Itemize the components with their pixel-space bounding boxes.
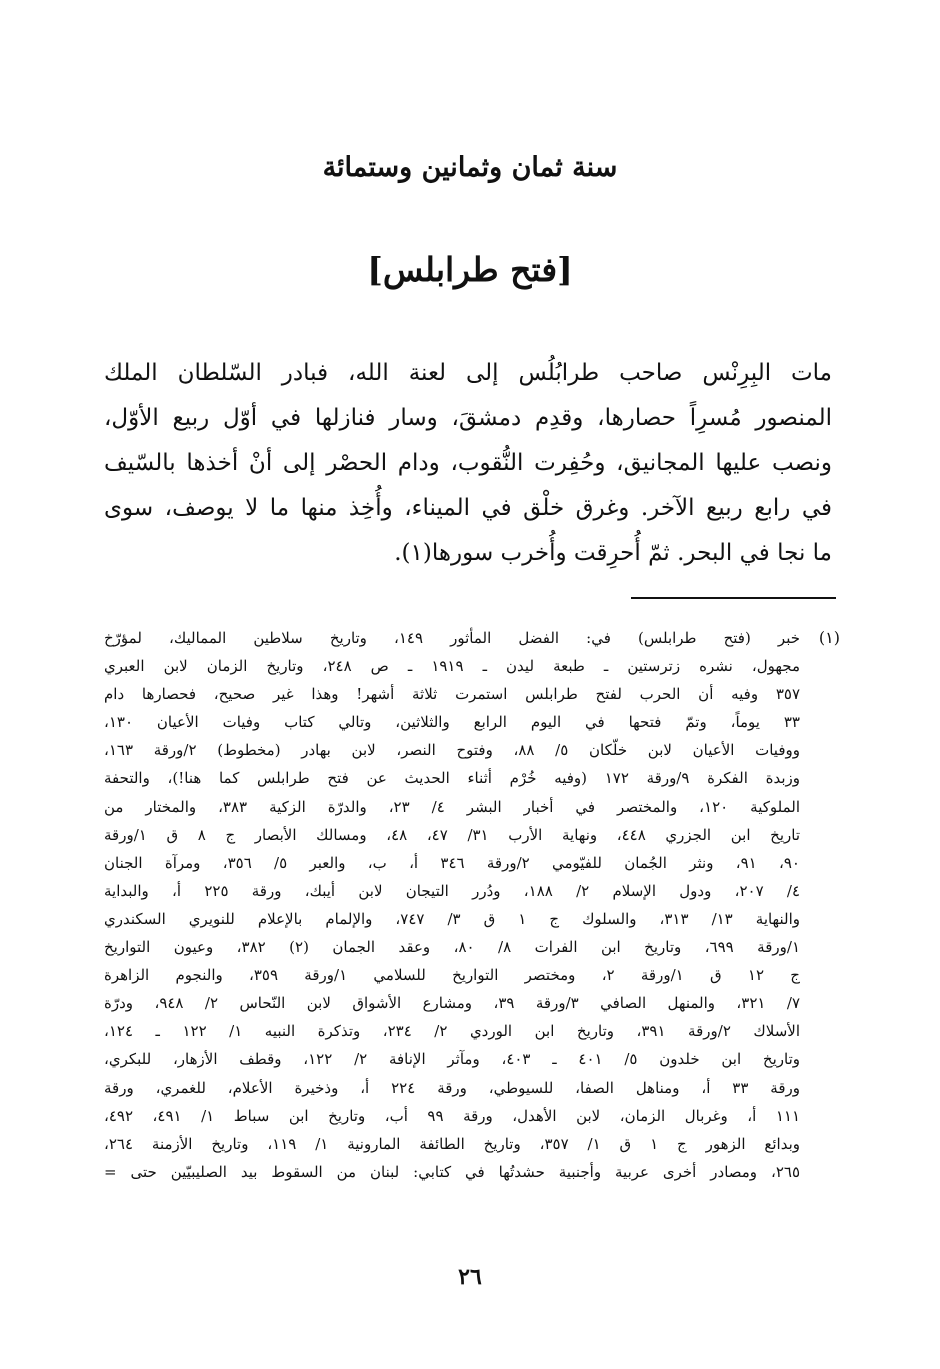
paragraph-line: المنصور مُسرِاً حصارها، وقدِم دمشقَ، وسار فنازلها في أوّل ربيع الأوّل، <box>104 405 832 431</box>
footnote-line: ج ١٢ ق ١/ورقة ٢، ومختصر التواريخ للسلامي ١/ورقة ٣٥٩، والنجوم الزاهرة <box>104 966 800 985</box>
footnote-line: وتاريخ ابن خلدون ٥/ ٤٠١ ـ ٤٠٣، ومآثر الإنافة ٢/ ١٢٢، وقطف الأزهار، للبكري، <box>104 1050 801 1069</box>
footnote-line: ٤/ ٢٠٧، ودول الإسلام ٢/ ١٨٨، ودُرر التيجان لابن أيبك، ورقة ٢٢٥ أ، والبداية <box>104 881 801 900</box>
footnote-line: ٩٠، ٩١، ونثر الجُمان للفيّومي ٢/ورقة ٣٤٦ أ، ب، والعبر ٥/ ٣٥٦، ومرآة الجنان <box>104 853 800 872</box>
footnote-marker: (١) <box>818 628 840 647</box>
footnote-line: ٣٣ يوماً، وتمّ فتحها في اليوم الرابع والثلاثين، وتالي كتاب وفيات الأعيان ١٣٠، <box>104 713 800 732</box>
footnote-line: ٢٦٥، ومصادر أخرى عربية وأجنبية حشدتُها في كتابي: لبنان من السقوط بيد الصليبيّين حتى = <box>104 1162 800 1181</box>
footnote-line: ١١١ أ، وغربال الزمان، لابن الأهدل، ورقة ٩٩ أب، وتاريخ ابن سباط ١/ ٤٩١، ٤٩٢، <box>104 1106 801 1125</box>
paragraph-line: ما نجا في البحر. ثمّ أُحرِقت وأُخرب سورها(١). <box>394 540 832 566</box>
paragraph-line: في رابع ربيع الآخر. وغرق خلْق في الميناء، وأُخِذ منها ما لا يوصف، سوى <box>104 495 832 521</box>
footnote-line: ووفيات الأعيان لابن خلّكان ٥/ ٨٨، وفتوح النصر، لابن بهادر (مخطوط) ٢/ورقة ١٦٣، <box>104 741 800 760</box>
footnote-line: وزبدة الفكرة ٩/ورقة ١٧٢ (وفيه خُرْم أثناء الحديث عن فتح طرابلس كما هنا!)، والتحفة <box>104 769 800 788</box>
page-number: ٢٦ <box>458 1264 482 1290</box>
footnote-line: والنهاية ١٣/ ٣١٣، والسلوك ج ١ ق ٣/ ٧٤٧، والإلمام بالإعلام للنويري السكندري <box>104 909 800 928</box>
section-title: [فتح طرابلس] <box>367 250 573 289</box>
footnote-separator-rule <box>631 597 836 599</box>
footnote-line: تاريخ ابن الجزري ٤٤٨، ونهاية الأرب ٣١/ ٤٧، ٤٨، ومسالك الأبصار ج ٨ ق ١/ورقة <box>104 825 800 844</box>
footnote-line: خبر (فتح طرابلس) في: الفضل المأثور ١٤٩، وتاريخ سلاطين المماليك، لمؤرّخ <box>104 629 800 647</box>
chapter-title: سنة ثمان وثمانين وستمائة <box>322 152 618 183</box>
footnote-line: وبدائع الزهور ج ١ ق ١/ ٣٥٧، وتاريخ الطائفة المارونية ١/ ١١٩، وتاريخ الأزمنة ٢٦٤، <box>104 1134 801 1153</box>
footnote-line: الأسلاك ٢/ورقة ٣٩١، وتاريخ ابن الوردي ٢/ ٢٣٤، وتذكرة النبيه ١/ ١٢٢ ـ ١٢٤، <box>104 1022 800 1041</box>
footnote-line: مجهول، نشره زترستين ـ طبعة ليدن ـ ١٩١٩ ـ ص ٢٤٨، وتاريخ الزمان لابن العبري <box>104 657 800 676</box>
footnote-line: ٣٥٧ وفيه أن الحرب لفتح طرابلس استمرت ثلاثة أشهر! وهذا غير صحيح، فحصارها دام <box>104 685 800 704</box>
main-paragraph <box>104 351 832 576</box>
footnote-text <box>104 624 800 1186</box>
footnote-line: الملوكية ١٢٠، والمختصر في أخبار البشر ٤/ ٢٣، والدرّة الزكية ٣٨٣، والمختار من <box>104 797 800 816</box>
footnote-line: ٧/ ٣٢١، والمنهل الصافي ٣/ورقة ٣٩، ومشارع الأشواق لابن النّحاس ٢/ ٩٤٨، ودرّة <box>104 994 801 1013</box>
paragraph-line: ونصب عليها المجانيق، وحُفِرت النُّقوب، ودام الحصْر إلى أنْ أخذها بالسّيف <box>104 450 832 476</box>
paragraph-line: مات البِرِنْس صاحب طرابُلُس إلى لعنة الله، فبادر السّلطان الملك <box>104 360 832 386</box>
footnote-line: ١/ورقة ٦٩٩، وتاريخ ابن الفرات ٨/ ٨٠، وعقد الجمان (٢) ٣٨٢، وعيون التواريخ <box>104 938 800 957</box>
footnote-line: ورقة ٣٣ أ، ومناهل الصفا، للسيوطي، ورقة ٢٢٤ أ، وذخيرة الأعلام، للغمري، ورقة <box>104 1078 801 1097</box>
